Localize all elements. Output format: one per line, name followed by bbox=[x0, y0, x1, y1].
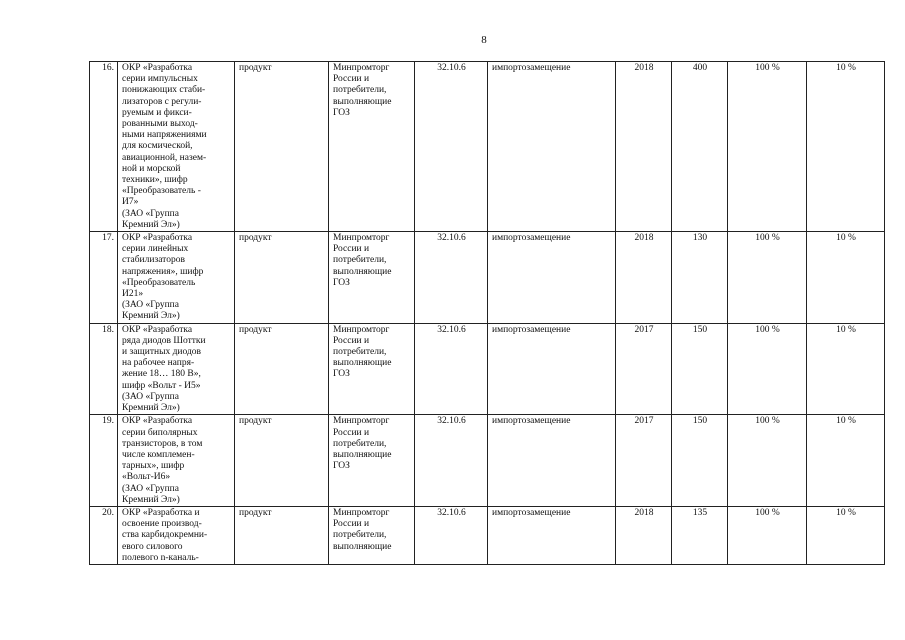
purpose: импортозамещение bbox=[488, 323, 616, 415]
purpose: импортозамещение bbox=[488, 62, 616, 232]
result-type: продукт bbox=[235, 415, 329, 507]
row-number: 16. bbox=[90, 62, 118, 232]
row-number: 18. bbox=[90, 323, 118, 415]
okpd-code: 32.10.6 bbox=[415, 62, 488, 232]
share: 100 % bbox=[728, 415, 807, 507]
year: 2018 bbox=[616, 506, 672, 564]
amount: 135 bbox=[672, 506, 728, 564]
result-type: продукт bbox=[235, 62, 329, 232]
purpose: импортозамещение bbox=[488, 506, 616, 564]
project-description: ОКР «Разработка серии импульсных понижающих стаби- лизаторов с регули- руемым и фикси- рованными выход- ными напряжениями для космической, авиационной, назем- ной и морской техники», шифр «Преобразователь - И7» (ЗАО «Группа Кремний Эл») bbox=[118, 62, 235, 232]
share: 100 % bbox=[728, 323, 807, 415]
rate: 10 % bbox=[807, 506, 885, 564]
year: 2017 bbox=[616, 323, 672, 415]
rate: 10 % bbox=[807, 62, 885, 232]
okpd-code: 32.10.6 bbox=[415, 506, 488, 564]
purpose: импортозамещение bbox=[488, 232, 616, 324]
table-row bbox=[90, 62, 885, 232]
rate: 10 % bbox=[807, 415, 885, 507]
project-description: ОКР «Разработка и освоение производ- ства карбидокремни- евого силового полевого n-каналь- bbox=[118, 506, 235, 564]
amount: 400 bbox=[672, 62, 728, 232]
row-number: 17. bbox=[90, 232, 118, 324]
share: 100 % bbox=[728, 506, 807, 564]
okpd-code: 32.10.6 bbox=[415, 232, 488, 324]
year: 2017 bbox=[616, 415, 672, 507]
amount: 150 bbox=[672, 323, 728, 415]
rate: 10 % bbox=[807, 232, 885, 324]
customer: Минпромторг России и потребители, выполняющие bbox=[329, 506, 415, 564]
okpd-code: 32.10.6 bbox=[415, 415, 488, 507]
result-type: продукт bbox=[235, 232, 329, 324]
result-type: продукт bbox=[235, 506, 329, 564]
row-number: 19. bbox=[90, 415, 118, 507]
customer: Минпромторг России и потребители, выполняющие ГОЗ bbox=[329, 62, 415, 232]
amount: 130 bbox=[672, 232, 728, 324]
table-row bbox=[90, 323, 885, 415]
purpose: импортозамещение bbox=[488, 415, 616, 507]
customer: Минпромторг России и потребители, выполняющие ГОЗ bbox=[329, 415, 415, 507]
table-row bbox=[90, 415, 885, 507]
year: 2018 bbox=[616, 62, 672, 232]
year: 2018 bbox=[616, 232, 672, 324]
result-type: продукт bbox=[235, 323, 329, 415]
customer: Минпромторг России и потребители, выполняющие ГОЗ bbox=[329, 232, 415, 324]
row-number: 20. bbox=[90, 506, 118, 564]
rate: 10 % bbox=[807, 323, 885, 415]
table-row bbox=[90, 506, 885, 564]
amount: 150 bbox=[672, 415, 728, 507]
okpd-code: 32.10.6 bbox=[415, 323, 488, 415]
share: 100 % bbox=[728, 62, 807, 232]
share: 100 % bbox=[728, 232, 807, 324]
page-number: 8 bbox=[481, 34, 487, 46]
projects-table bbox=[89, 61, 885, 565]
project-description: ОКР «Разработка серии биполярных транзисторов, в том числе комплемен- тарных», шифр «Вольт-И6» (ЗАО «Группа Кремний Эл») bbox=[118, 415, 235, 507]
table-row bbox=[90, 232, 885, 324]
customer: Минпромторг России и потребители, выполняющие ГОЗ bbox=[329, 323, 415, 415]
project-description: ОКР «Разработка ряда диодов Шоттки и защитных диодов на рабочее напря- жение 18… 180 В», шифр «Вольт - И5» (ЗАО «Группа Кремний Эл») bbox=[118, 323, 235, 415]
project-description: ОКР «Разработка серии линейных стабилизаторов напряжения», шифр «Преобразователь И21» (ЗАО «Группа Кремний Эл») bbox=[118, 232, 235, 324]
